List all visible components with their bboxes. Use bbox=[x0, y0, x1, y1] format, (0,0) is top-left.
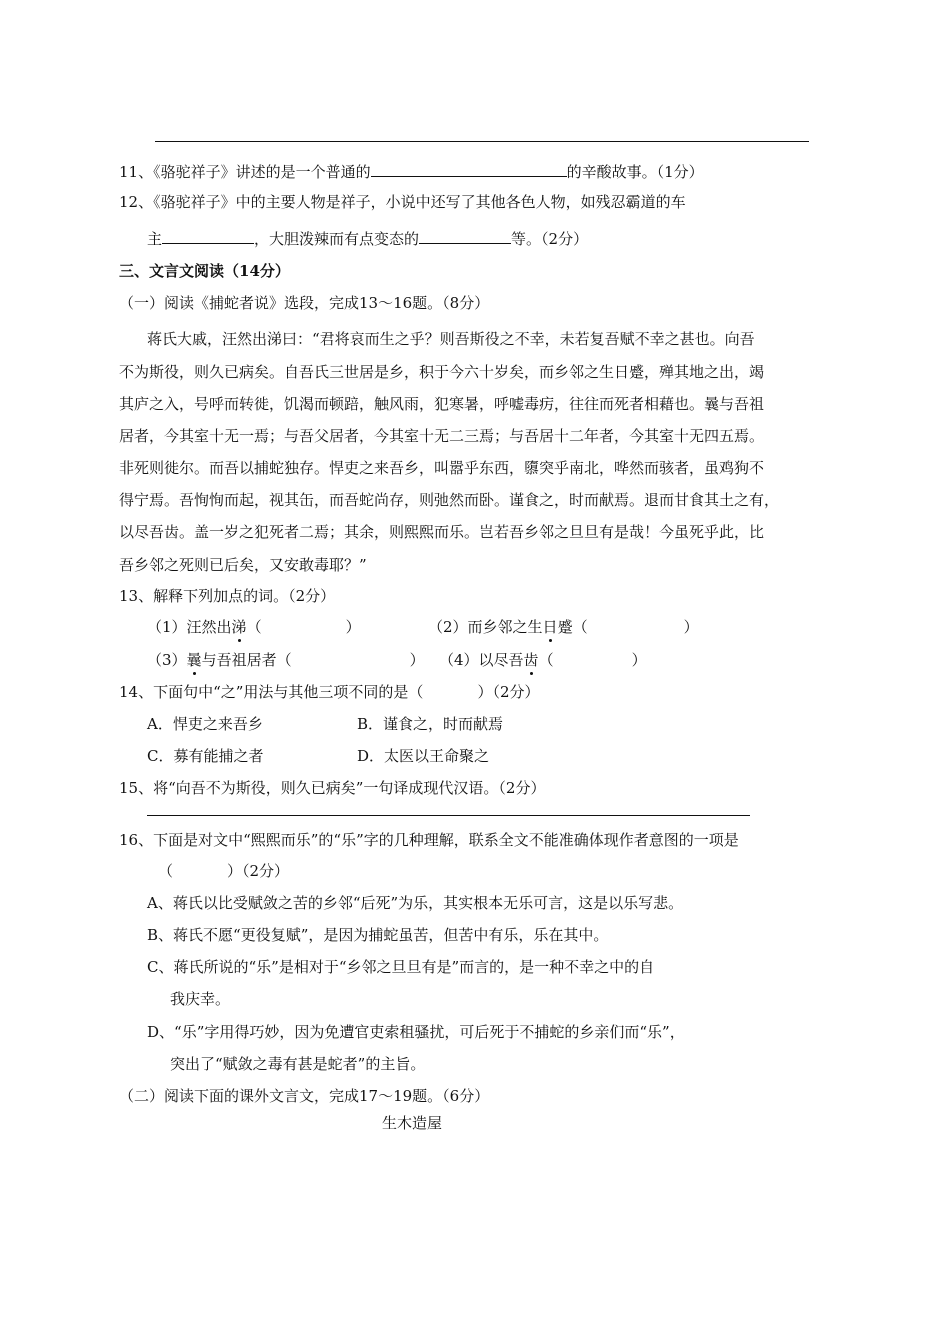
q13-item4-close: ） bbox=[631, 651, 647, 669]
question-12-line2 bbox=[147, 227, 588, 249]
q13-item4-post: （ bbox=[538, 651, 554, 669]
part-1-title: （一）阅读《捕蛇者说》选段，完成13～16题。（8分） bbox=[119, 294, 490, 312]
q14-stem-text: 14、下面句中“之”用法与其他三项不同的是（ bbox=[119, 683, 424, 701]
q13-item1-post: （ bbox=[246, 618, 262, 636]
q13-item3-post: 与吾祖居者（ bbox=[201, 651, 292, 669]
passage-line-5: 非死则徙尔。而吾以捕蛇独存。悍吏之来吾乡，叫嚣乎东西，隳突乎南北，哗然而骇者，虽鸡狗不 bbox=[119, 459, 765, 477]
q16-option-d-line1: D、“乐”字用得巧妙，因为免遭官吏索租骚扰，可后死于不捕蛇的乡亲们而“乐”， bbox=[147, 1023, 685, 1041]
part-2-title: （二）阅读下面的课外文言文，完成17～19题。（6分） bbox=[119, 1087, 490, 1105]
question-11 bbox=[119, 160, 704, 182]
q14-option-d: D．太医以王命聚之 bbox=[357, 747, 490, 765]
q13-item1-pre: （1）汪然出 bbox=[147, 618, 232, 636]
q13-item2-dotted-word: 日 bbox=[542, 618, 558, 636]
q13-item-1 bbox=[147, 617, 361, 637]
passage-line-2: 不为斯役，则久已病矣。自吾氏三世居是乡，积于今六十岁矣，而乡邻之生日蹙，殚其地之出，竭 bbox=[119, 363, 765, 381]
passage-line-7: 以尽吾齿。盖一岁之犯死者二焉；其余，则熙熙而乐。岂若吾乡邻之旦旦有是哉！今虽死乎此，比 bbox=[119, 523, 765, 541]
q16-option-c-line2: 我庆幸。 bbox=[170, 990, 231, 1008]
q16-answer-paren bbox=[158, 861, 289, 881]
q16-option-d-line2: 突出了“赋敛之毒有甚是蛇者”的主旨。 bbox=[170, 1055, 426, 1073]
q12-blank-2 bbox=[419, 227, 511, 244]
q16-paren-end: ）（2分） bbox=[227, 862, 290, 880]
question-13-stem: 13、解释下列加点的词。（2分） bbox=[119, 587, 336, 605]
passage-line-4: 居者，今其室十无一焉；与吾父居者，今其室十无二三焉；与吾居十二年者，今其室十无四五焉。 bbox=[119, 427, 765, 445]
q11-prefix: 11、《骆驼祥子》讲述的是一个普通的 bbox=[119, 163, 371, 181]
q13-item2-pre: （2）而乡邻之生 bbox=[428, 618, 543, 636]
q16-option-c-line1: C、蒋氏所说的“乐”是相对于“乡邻之旦旦有是”而言的，是一种不幸之中的自 bbox=[147, 958, 655, 976]
question-15-stem: 15、将“向吾不为斯役，则久已病矣”一句译成现代汉语。（2分） bbox=[119, 779, 546, 797]
q13-item1-close: ） bbox=[345, 618, 361, 636]
q13-item2-post: 蹙（ bbox=[557, 618, 588, 636]
q11-blank bbox=[371, 160, 567, 177]
q13-item3-dotted-word: 曩 bbox=[186, 651, 202, 669]
q14-stem-end: ）（2分） bbox=[477, 683, 540, 701]
q15-answer-line bbox=[147, 815, 750, 816]
q12-text-a: 主 bbox=[147, 230, 163, 248]
q13-item3-pre: （3） bbox=[147, 651, 187, 669]
q16-option-a: A、蒋氏以比受赋敛之苦的乡邻“后死”为乐，其实根本无乐可言，这是以乐写悲。 bbox=[147, 894, 684, 912]
q13-item-4 bbox=[439, 650, 647, 670]
q12-text-b: ，大胆泼辣而有点变态的 bbox=[254, 230, 420, 248]
question-16-stem: 16、下面是对文中“熙熙而乐”的“乐”字的几种理解，联系全文不能准确体现作者意图的一项是 bbox=[119, 831, 739, 849]
question-12: 12、《骆驼祥子》中的主要人物是祥子，小说中还写了其他各色人物，如残忍霸道的车 bbox=[119, 193, 686, 211]
passage-2-title: 生木造屋 bbox=[382, 1114, 443, 1132]
q12-text-c: 等。（2分） bbox=[511, 230, 589, 248]
q13-item-2 bbox=[428, 617, 699, 637]
q16-option-b: B、蒋氏不愿“更役复赋”，是因为捕蛇虽苦，但苦中有乐，乐在其中。 bbox=[147, 926, 609, 944]
q14-option-b: B．谨食之，时而献焉 bbox=[357, 715, 504, 733]
passage-line-1: 蒋氏大戚，汪然出涕曰：“君将哀而生之乎？则吾斯役之不幸，未若复吾赋不幸之甚也。向吾 bbox=[147, 330, 755, 348]
q13-item2-close: ） bbox=[683, 618, 699, 636]
question-14-stem bbox=[119, 682, 539, 702]
passage-line-8: 吾乡邻之死则已后矣，又安敢毒耶？” bbox=[119, 556, 367, 574]
passage-line-6: 得宁焉。吾恂恂而起，视其缶，而吾蛇尚存，则弛然而卧。谨食之，时而献焉。退而甘食其土之有， bbox=[119, 491, 780, 509]
answer-line-top bbox=[155, 141, 809, 142]
q14-option-a: A．悍吏之来吾乡 bbox=[147, 715, 263, 733]
passage-line-3: 其庐之入，号呼而转徙，饥渴而顿踣，触风雨，犯寒暑，呼嘘毒疠，往往而死者相藉也。曩与吾祖 bbox=[119, 395, 765, 413]
q13-item4-dotted-word: 齿 bbox=[523, 651, 539, 669]
section-3-title: 三、文言文阅读（14分） bbox=[119, 262, 290, 280]
q13-item3-close: ） bbox=[409, 651, 425, 669]
q13-item-3 bbox=[147, 650, 425, 670]
q12-blank-1 bbox=[162, 227, 254, 244]
q14-option-c: C．募有能捕之者 bbox=[147, 747, 264, 765]
q11-suffix: 的辛酸故事。（1分） bbox=[566, 163, 704, 181]
q13-item4-pre: （4）以尽吾 bbox=[439, 651, 524, 669]
q13-item1-dotted-word: 涕 bbox=[231, 618, 247, 636]
q16-paren-open: （ bbox=[158, 862, 174, 880]
